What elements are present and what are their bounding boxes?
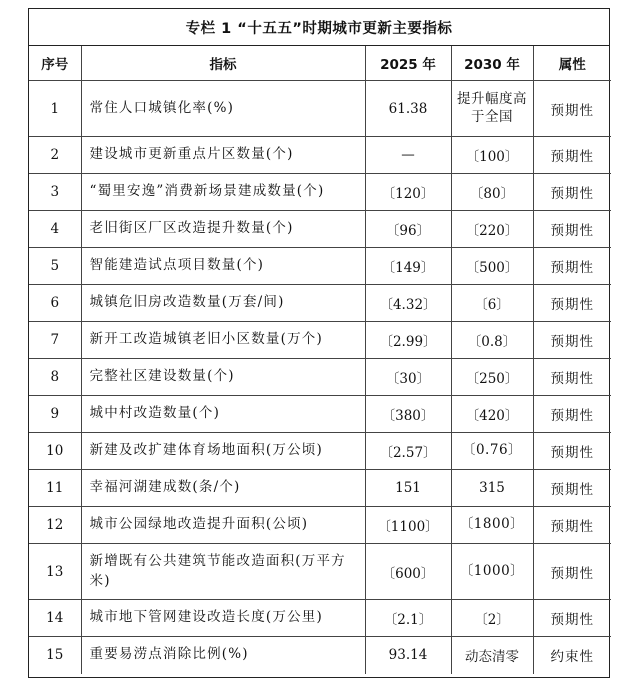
panel-title: 专栏 1 “十五五”时期城市更新主要指标 — [29, 9, 609, 46]
row-index: 14 — [29, 600, 81, 637]
row-indicator-name: 新增既有公共建筑节能改造面积(万平方米) — [81, 544, 365, 600]
row-attribute: 预期性 — [533, 137, 611, 174]
row-value-2030: 〔0.76〕 — [451, 433, 533, 470]
row-value-2025: 〔380〕 — [365, 396, 451, 433]
row-indicator-name: 城中村改造数量(个) — [81, 396, 365, 433]
header-index: 序号 — [29, 46, 81, 81]
row-index: 13 — [29, 544, 81, 600]
row-index: 5 — [29, 248, 81, 285]
header-name: 指标 — [81, 46, 365, 81]
row-value-2030: 〔6〕 — [451, 285, 533, 322]
row-indicator-name: “蜀里安逸”消费新场景建成数量(个) — [81, 174, 365, 211]
row-value-2025: 61.38 — [365, 81, 451, 137]
header-2030: 2030 年 — [451, 46, 533, 81]
row-indicator-name: 重要易涝点消除比例(%) — [81, 637, 365, 674]
row-index: 1 — [29, 81, 81, 137]
row-value-2025: 93.14 — [365, 637, 451, 674]
row-indicator-name: 完整社区建设数量(个) — [81, 359, 365, 396]
row-value-2025: 〔120〕 — [365, 174, 451, 211]
table-row — [29, 248, 611, 285]
row-indicator-name: 建设城市更新重点片区数量(个) — [81, 137, 365, 174]
table-row — [29, 433, 611, 470]
row-value-2030: 动态清零 — [451, 637, 533, 674]
row-indicator-name: 新开工改造城镇老旧小区数量(万个) — [81, 322, 365, 359]
table-row — [29, 137, 611, 174]
row-index: 6 — [29, 285, 81, 322]
row-indicator-name: 城市公园绿地改造提升面积(公顷) — [81, 507, 365, 544]
header-2025: 2025 年 — [365, 46, 451, 81]
row-attribute: 预期性 — [533, 285, 611, 322]
row-indicator-name: 智能建造试点项目数量(个) — [81, 248, 365, 285]
row-index: 7 — [29, 322, 81, 359]
row-value-2025: 〔1100〕 — [365, 507, 451, 544]
row-index: 8 — [29, 359, 81, 396]
row-index: 4 — [29, 211, 81, 248]
row-value-2030: 〔100〕 — [451, 137, 533, 174]
table-row — [29, 600, 611, 637]
row-value-2030: 〔80〕 — [451, 174, 533, 211]
row-index: 11 — [29, 470, 81, 507]
row-value-2030: 〔2〕 — [451, 600, 533, 637]
table-row — [29, 396, 611, 433]
row-value-2030: 〔1000〕 — [451, 544, 533, 600]
table-row — [29, 211, 611, 248]
row-attribute: 预期性 — [533, 544, 611, 600]
row-value-2030: 〔220〕 — [451, 211, 533, 248]
table-row — [29, 507, 611, 544]
row-index: 3 — [29, 174, 81, 211]
row-attribute: 预期性 — [533, 600, 611, 637]
row-attribute: 预期性 — [533, 433, 611, 470]
row-indicator-name: 新建及改扩建体育场地面积(万公顷) — [81, 433, 365, 470]
row-indicator-name: 老旧街区厂区改造提升数量(个) — [81, 211, 365, 248]
row-attribute: 预期性 — [533, 211, 611, 248]
row-attribute: 约束性 — [533, 637, 611, 674]
row-index: 15 — [29, 637, 81, 674]
table-row — [29, 81, 611, 137]
table-row — [29, 470, 611, 507]
table-row — [29, 322, 611, 359]
row-value-2030: 〔420〕 — [451, 396, 533, 433]
header-attr: 属性 — [533, 46, 611, 81]
row-value-2030: 〔1800〕 — [451, 507, 533, 544]
row-indicator-name: 城市地下管网建设改造长度(万公里) — [81, 600, 365, 637]
row-value-2025: 〔30〕 — [365, 359, 451, 396]
row-attribute: 预期性 — [533, 470, 611, 507]
table-row — [29, 637, 611, 674]
row-value-2025: 〔600〕 — [365, 544, 451, 600]
row-indicator-name: 城镇危旧房改造数量(万套/间) — [81, 285, 365, 322]
table-row — [29, 174, 611, 211]
row-value-2025: 〔4.32〕 — [365, 285, 451, 322]
row-attribute: 预期性 — [533, 359, 611, 396]
row-indicator-name: 幸福河湖建成数(条/个) — [81, 470, 365, 507]
row-attribute: 预期性 — [533, 507, 611, 544]
table-row — [29, 544, 611, 600]
row-value-2025: 〔149〕 — [365, 248, 451, 285]
indicator-panel — [28, 8, 610, 678]
indicator-table — [29, 46, 611, 674]
row-value-2025: 151 — [365, 470, 451, 507]
row-index: 10 — [29, 433, 81, 470]
table-row — [29, 359, 611, 396]
row-value-2030: 〔250〕 — [451, 359, 533, 396]
row-value-2025: — — [365, 137, 451, 174]
row-value-2030: 〔0.8〕 — [451, 322, 533, 359]
row-value-2025: 〔2.99〕 — [365, 322, 451, 359]
table-row — [29, 285, 611, 322]
row-index: 2 — [29, 137, 81, 174]
row-indicator-name: 常住人口城镇化率(%) — [81, 81, 365, 137]
row-attribute: 预期性 — [533, 396, 611, 433]
row-value-2025: 〔96〕 — [365, 211, 451, 248]
row-index: 9 — [29, 396, 81, 433]
row-value-2025: 〔2.57〕 — [365, 433, 451, 470]
table-header-row — [29, 46, 611, 81]
row-attribute: 预期性 — [533, 174, 611, 211]
row-value-2030: 提升幅度高于全国 — [451, 81, 533, 137]
row-attribute: 预期性 — [533, 248, 611, 285]
row-value-2030: 315 — [451, 470, 533, 507]
row-attribute: 预期性 — [533, 81, 611, 137]
row-value-2030: 〔500〕 — [451, 248, 533, 285]
row-index: 12 — [29, 507, 81, 544]
row-value-2025: 〔2.1〕 — [365, 600, 451, 637]
row-attribute: 预期性 — [533, 322, 611, 359]
